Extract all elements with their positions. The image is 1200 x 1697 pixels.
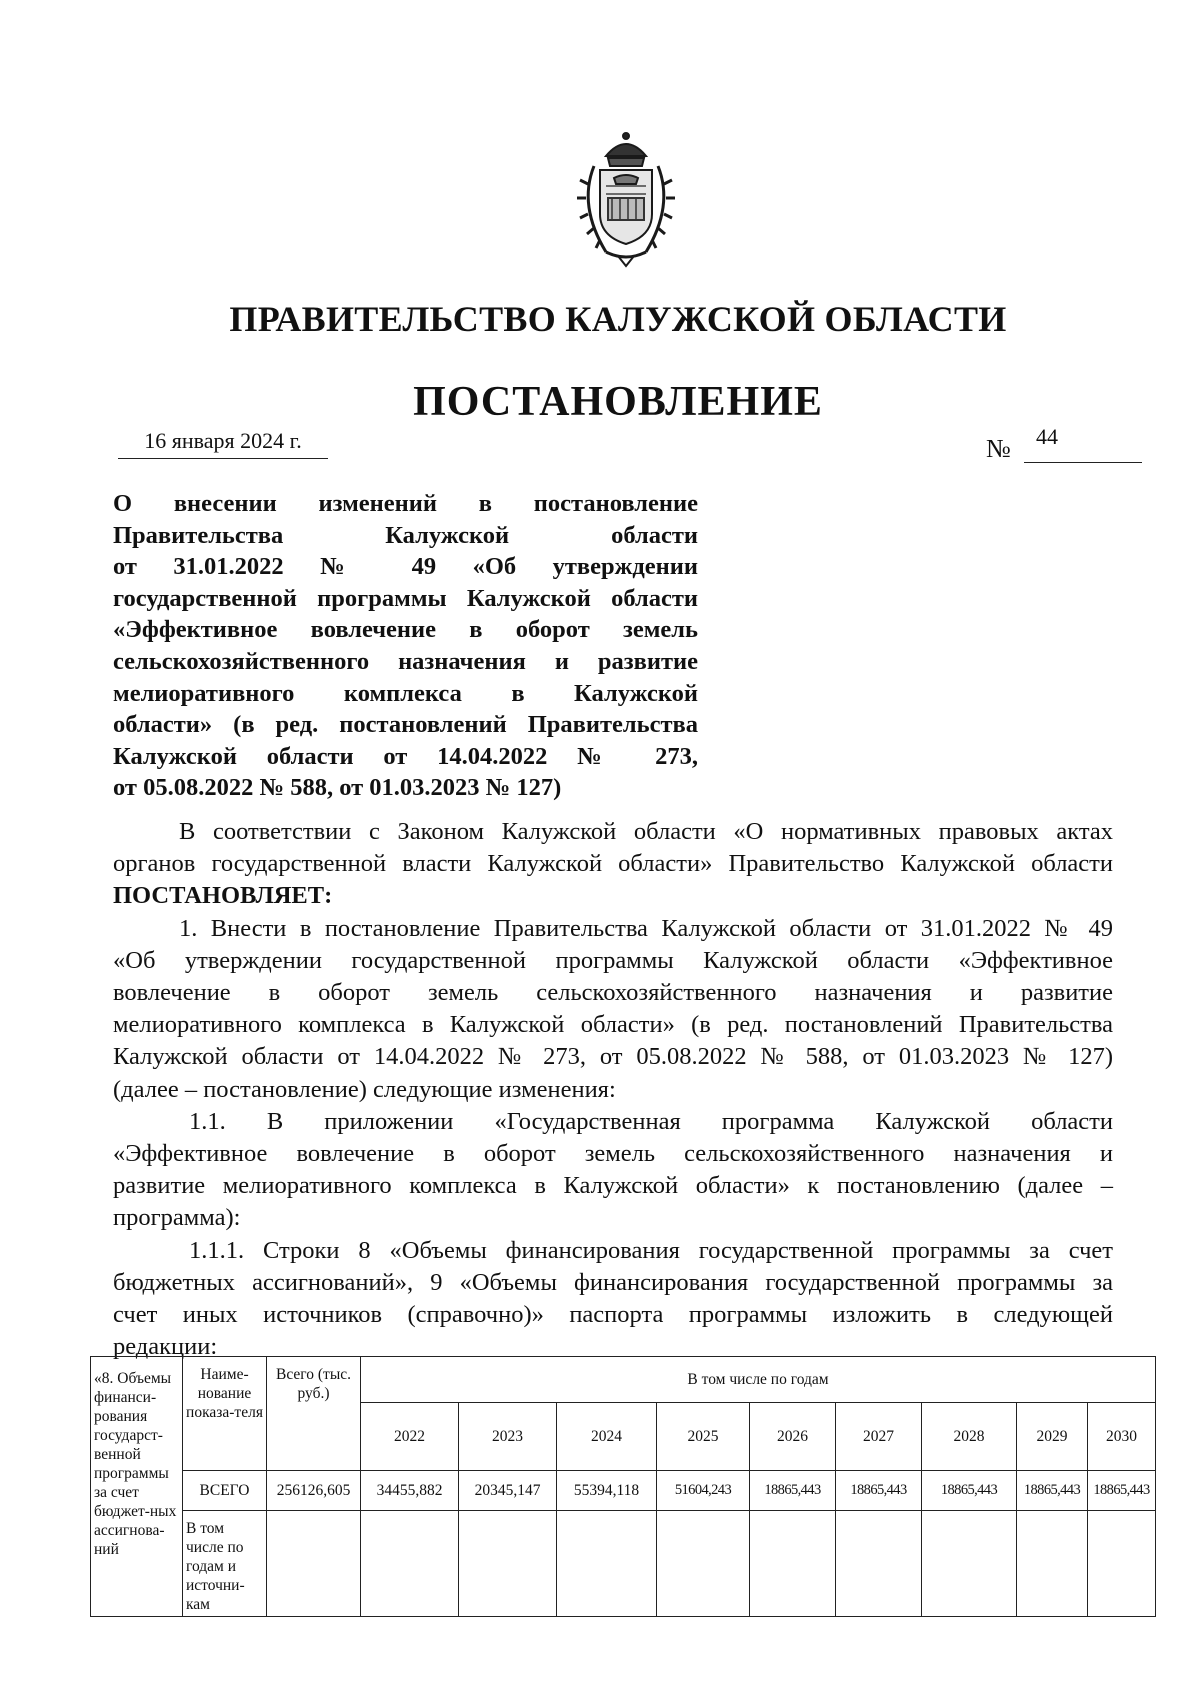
coat-of-arms-icon xyxy=(566,126,686,268)
subject-line: О внесении изменений в постановление xyxy=(113,490,698,517)
row-title-cell: «8. Объемы финанси-рования государст-венной программы за счет бюджет-ных ассигнова-ний xyxy=(91,1357,183,1617)
subject-line: мелиоративного комплекса в Калужской xyxy=(113,679,698,707)
total-row-value: 51604,243 xyxy=(657,1471,750,1511)
subject-line: сельскохозяйственного назначения и развитие xyxy=(113,647,698,675)
total-row-label: ВСЕГО xyxy=(183,1471,267,1511)
empty-cell xyxy=(361,1511,459,1617)
empty-cell xyxy=(1088,1511,1156,1617)
total-row-value: 55394,118 xyxy=(557,1471,657,1511)
body-line: бюджетных ассигнований», 9 «Объемы финансирования государственной программы за xyxy=(113,1268,1113,1296)
year-header: 2027 xyxy=(836,1403,922,1471)
empty-cell xyxy=(657,1511,750,1617)
document-date: 16 января 2024 г. xyxy=(118,428,328,459)
year-header: 2030 xyxy=(1088,1403,1156,1471)
empty-cell xyxy=(267,1511,361,1617)
subject-line: от 05.08.2022 № 588, от 01.03.2023 № 127) xyxy=(113,774,562,802)
total-row-value: 20345,147 xyxy=(459,1471,557,1511)
year-header: 2026 xyxy=(750,1403,836,1471)
body-line: «Эффективное вовлечение в оборот земель сельскохозяйственного назначения и xyxy=(113,1140,1113,1168)
body-line: мелиоративного комплекса в Калужской области» (в ред. постановлений Правительства xyxy=(113,1011,1113,1039)
financing-table xyxy=(90,1356,1156,1617)
subject-line: Правительства Калужской области xyxy=(113,521,698,549)
total-row-value: 18865,443 xyxy=(1088,1471,1156,1511)
body-line: «Об утверждении государственной программы Калужской области «Эффективное xyxy=(113,946,1113,974)
body-line: 1. Внести в постановление Правительства Калужской области от 31.01.2022 № 49 xyxy=(179,914,1113,942)
year-header: 2029 xyxy=(1017,1403,1088,1471)
body-line: (далее – постановление) следующие изменения: xyxy=(113,1075,616,1103)
subject-line: «Эффективное вовлечение в оборот земель xyxy=(113,616,698,644)
organization-title: ПРАВИТЕЛЬСТВО КАЛУЖСКОЙ ОБЛАСТИ xyxy=(229,299,1007,339)
total-row-value: 18865,443 xyxy=(922,1471,1017,1511)
document-number: 44 xyxy=(1024,424,1142,463)
year-header: 2025 xyxy=(657,1403,750,1471)
body-line: программа): xyxy=(113,1204,241,1232)
body-line: вовлечение в оборот земель сельскохозяйственного назначения и развитие xyxy=(113,979,1113,1007)
body-line: редакции: xyxy=(113,1333,218,1361)
year-header: 2023 xyxy=(459,1403,557,1471)
year-header: 2022 xyxy=(361,1403,459,1471)
body-line: развитие мелиоративного комплекса в Калужской области» к постановлению (далее – xyxy=(113,1172,1113,1200)
total-row-value: 34455,882 xyxy=(361,1471,459,1511)
total-row-value: 18865,443 xyxy=(1017,1471,1088,1511)
column-header-name: Наиме-нование показа-теля xyxy=(183,1357,267,1471)
document-subject xyxy=(113,488,698,804)
empty-cell xyxy=(750,1511,836,1617)
empty-cell xyxy=(557,1511,657,1617)
breakdown-label: В том числе по годам и источни-кам xyxy=(183,1511,267,1617)
subject-line: государственной программы Калужской области xyxy=(113,584,698,612)
subject-line: области» (в ред. постановлений Правительства xyxy=(113,711,698,739)
year-header: 2024 xyxy=(557,1403,657,1471)
document-type-title: ПОСТАНОВЛЕНИЕ xyxy=(413,379,823,425)
subject-line: от 31.01.2022 № 49 «Об утверждении xyxy=(113,553,698,581)
total-row-value: 18865,443 xyxy=(836,1471,922,1511)
empty-cell xyxy=(922,1511,1017,1617)
empty-cell xyxy=(1017,1511,1088,1617)
document-number-label: № xyxy=(986,434,1011,463)
body-line: 1.1.1. Строки 8 «Объемы финансирования государственной программы за счет xyxy=(189,1236,1113,1264)
body-line: 1.1. В приложении «Государственная программа Калужской области xyxy=(189,1107,1113,1135)
empty-cell xyxy=(836,1511,922,1617)
resolves-heading: ПОСТАНОВЛЯЕТ: xyxy=(113,882,333,910)
body-line: счет иных источников (справочно)» паспорта программы изложить в следующей xyxy=(113,1301,1113,1329)
document-body xyxy=(113,816,1113,1363)
empty-cell xyxy=(459,1511,557,1617)
total-row-sum: 256126,605 xyxy=(267,1471,361,1511)
subject-line: Калужской области от 14.04.2022 № 273, xyxy=(113,742,698,770)
column-header-years: В том числе по годам xyxy=(361,1357,1156,1403)
body-line: Калужской области от 14.04.2022 № 273, от 05.08.2022 № 588, от 01.03.2023 № 127) xyxy=(113,1043,1113,1071)
year-header: 2028 xyxy=(922,1403,1017,1471)
column-header-total: Всего (тыс. руб.) xyxy=(267,1357,361,1471)
body-line: органов государственной власти Калужской области» Правительство Калужской области xyxy=(113,850,1113,878)
total-row-value: 18865,443 xyxy=(750,1471,836,1511)
body-line: В соответствии с Законом Калужской области «О нормативных правовых актах xyxy=(179,818,1113,845)
